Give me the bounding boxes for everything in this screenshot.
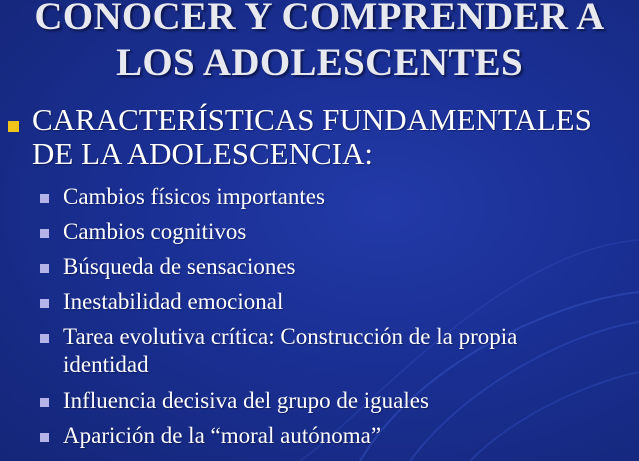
sub-point-text: Influencia decisiva del grupo de iguales [63,388,429,413]
sub-bullet-square-icon [40,398,49,407]
sub-bullet-square-icon [40,334,49,343]
sub-bullet-square-icon [40,229,49,238]
sub-point-text: identidad [63,352,149,377]
sub-bullet-square-icon [40,194,49,203]
slide-title [0,0,639,86]
main-point-line-2: DE LA ADOLESCENCIA: [32,136,373,171]
main-bullet-square-icon [8,121,19,132]
main-point-line-1: CARACTERÍSTICAS FUNDAMENTALES [32,102,592,137]
slide-title-line-1: CONOCER Y COMPRENDER A [34,0,605,38]
sub-point-text: Cambios cognitivos [63,219,247,244]
sub-point-text: Aparición de la “moral autónoma” [63,423,382,448]
sub-point-text: Inestabilidad emocional [63,289,284,314]
sub-point-text: Cambios físicos importantes [63,184,325,209]
sub-bullet-square-icon [40,299,49,308]
sub-point-text: Búsqueda de sensaciones [63,254,296,279]
sub-point-text: Tarea evolutiva crítica: Construcción de la propia [63,324,518,349]
slide-title-line-2: LOS ADOLESCENTES [116,41,523,84]
sub-bullet-square-icon [40,264,49,273]
sub-bullet-square-icon [40,433,49,442]
